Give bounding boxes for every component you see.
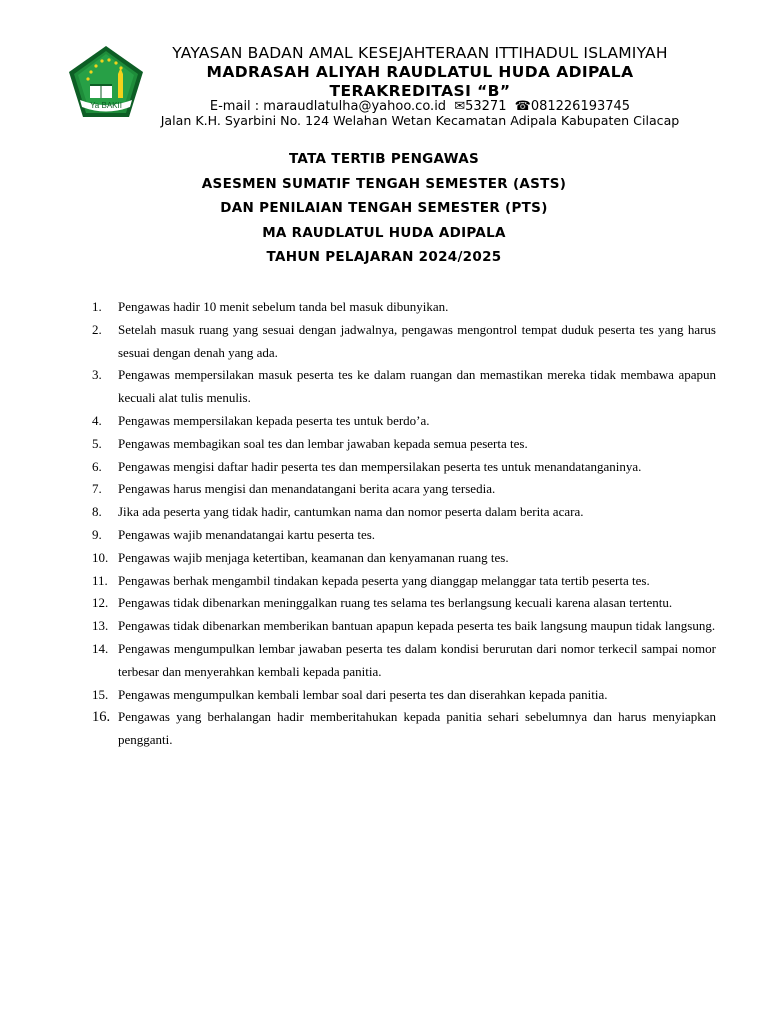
list-item <box>88 319 716 365</box>
list-item <box>88 433 716 456</box>
list-item <box>88 478 716 501</box>
item-number: 16. <box>92 709 111 726</box>
list-item <box>88 364 716 410</box>
item-number: 7. <box>92 481 102 497</box>
item-text: Pengawas mempersilakan kepada peserta tes untuk berdo’a. <box>118 412 430 428</box>
item-text: Pengawas mengumpulkan lembar jawaban peserta tes dalam kondisi berurutan dari nomor terkecil sampai nomor terbesar dan menyerahkan kembali kepada panitia. <box>118 640 716 679</box>
rules-list <box>88 296 716 752</box>
list-item <box>88 410 716 433</box>
item-number: 3. <box>92 367 102 383</box>
title-line: ASESMEN SUMATIF TENGAH SEMESTER (ASTS) <box>201 175 567 192</box>
item-number: 13. <box>92 618 109 634</box>
item-number: 14. <box>92 640 109 656</box>
item-text: Pengawas wajib menandatangai kartu peserta tes. <box>118 526 376 542</box>
title-line: DAN PENILAIAN TENGAH SEMESTER (PTS) <box>220 200 548 216</box>
school-name: MADRASAH ALIYAH RAUDLATUL HUDA ADIPALA <box>206 63 634 81</box>
item-number: 1. <box>92 299 102 314</box>
list-item <box>88 570 716 593</box>
list-item <box>88 524 716 547</box>
phone-icon: ☎ <box>514 99 531 114</box>
item-number: 9. <box>92 526 102 542</box>
item-text: Pengawas mempersilakan masuk peserta tes ke dalam ruangan dan memastikan mereka tidak membawa apapun kecuali alat tulis menulis. <box>118 367 716 406</box>
item-number: 10. <box>92 549 109 565</box>
item-text: Pengawas tidak dibenarkan meninggalkan ruang tes selama tes berlangsung kecuali karena alasan tertentu. <box>118 595 673 611</box>
title-line: TAHUN PELAJARAN 2024/2025 <box>266 249 502 265</box>
item-text: Setelah masuk ruang yang sesuai dengan jadwalnya, pengawas mengontrol tempat duduk peserta tes yang harus sesuai dengan denah yang ada. <box>118 321 716 360</box>
document-title <box>0 147 768 270</box>
contact-line <box>120 99 720 114</box>
item-number: 4. <box>92 412 102 428</box>
title-line: TATA TERTIB PENGAWAS <box>288 151 480 167</box>
item-text: Pengawas harus mengisi dan menandatangani berita acara yang tersedia. <box>118 481 496 497</box>
item-text: Pengawas mengumpulkan kembali lembar soal dari peserta tes dan diserahkan kepada panitia. <box>118 686 608 702</box>
item-number: 8. <box>92 504 102 520</box>
list-item <box>88 296 716 319</box>
item-text: Pengawas membagikan soal tes dan lembar jawaban kepada semua peserta tes. <box>118 435 528 451</box>
item-number: 6. <box>92 458 102 474</box>
item-number: 2. <box>92 321 102 337</box>
item-number: 15. <box>92 686 109 702</box>
list-item <box>88 615 716 638</box>
email: E-mail : maraudlatulha@yahoo.co.id <box>209 99 447 114</box>
item-text: Pengawas mengisi daftar hadir peserta tes dan mempersilakan peserta tes untuk menandatanganinya. <box>118 458 642 474</box>
item-text: Pengawas hadir 10 menit sebelum tanda bel masuk dibunyikan. <box>118 299 449 314</box>
list-item <box>88 638 716 684</box>
phone-number: 081226193745 <box>530 99 631 114</box>
list-item <box>88 592 716 615</box>
logo-text: Ya BAKII <box>90 101 122 110</box>
item-text: Pengawas yang berhalangan hadir memberitahukan kepada panitia sehari sebelumnya dan harus menyiapkan pengganti. <box>118 709 716 748</box>
item-text: Pengawas tidak dibenarkan memberikan bantuan apapun kepada peserta tes baik langsung maupun tidak langsung. <box>118 618 716 634</box>
address: Jalan K.H. Syarbini No. 124 Welahan Wetan Kecamatan Adipala Kabupaten Cilacap <box>160 113 680 128</box>
item-number: 11. <box>92 572 108 588</box>
envelope-icon: ✉ <box>454 99 466 114</box>
list-item <box>88 684 716 707</box>
item-number: 5. <box>92 435 102 451</box>
postal-code: 53271 <box>465 99 507 114</box>
list-item <box>88 456 716 479</box>
accreditation: TERAKREDITASI “B” <box>329 82 511 100</box>
item-text: Pengawas berhak mengambil tindakan kepada peserta yang dianggap melanggar tata tertib peserta tes. <box>118 572 650 588</box>
list-item <box>88 501 716 524</box>
list-item <box>88 547 716 570</box>
item-number: 12. <box>92 595 109 611</box>
foundation-name: YAYASAN BADAN AMAL KESEJAHTERAAN ITTIHADUL ISLAMIYAH <box>172 44 668 62</box>
item-text: Pengawas wajib menjaga ketertiban, keamanan dan kenyamanan ruang tes. <box>118 549 509 565</box>
list-item <box>88 706 716 752</box>
title-line: MA RAUDLATUL HUDA ADIPALA <box>262 224 506 241</box>
item-text: Jika ada peserta yang tidak hadir, cantumkan nama dan nomor peserta dalam berita acara. <box>118 504 584 520</box>
letterhead <box>0 0 768 132</box>
